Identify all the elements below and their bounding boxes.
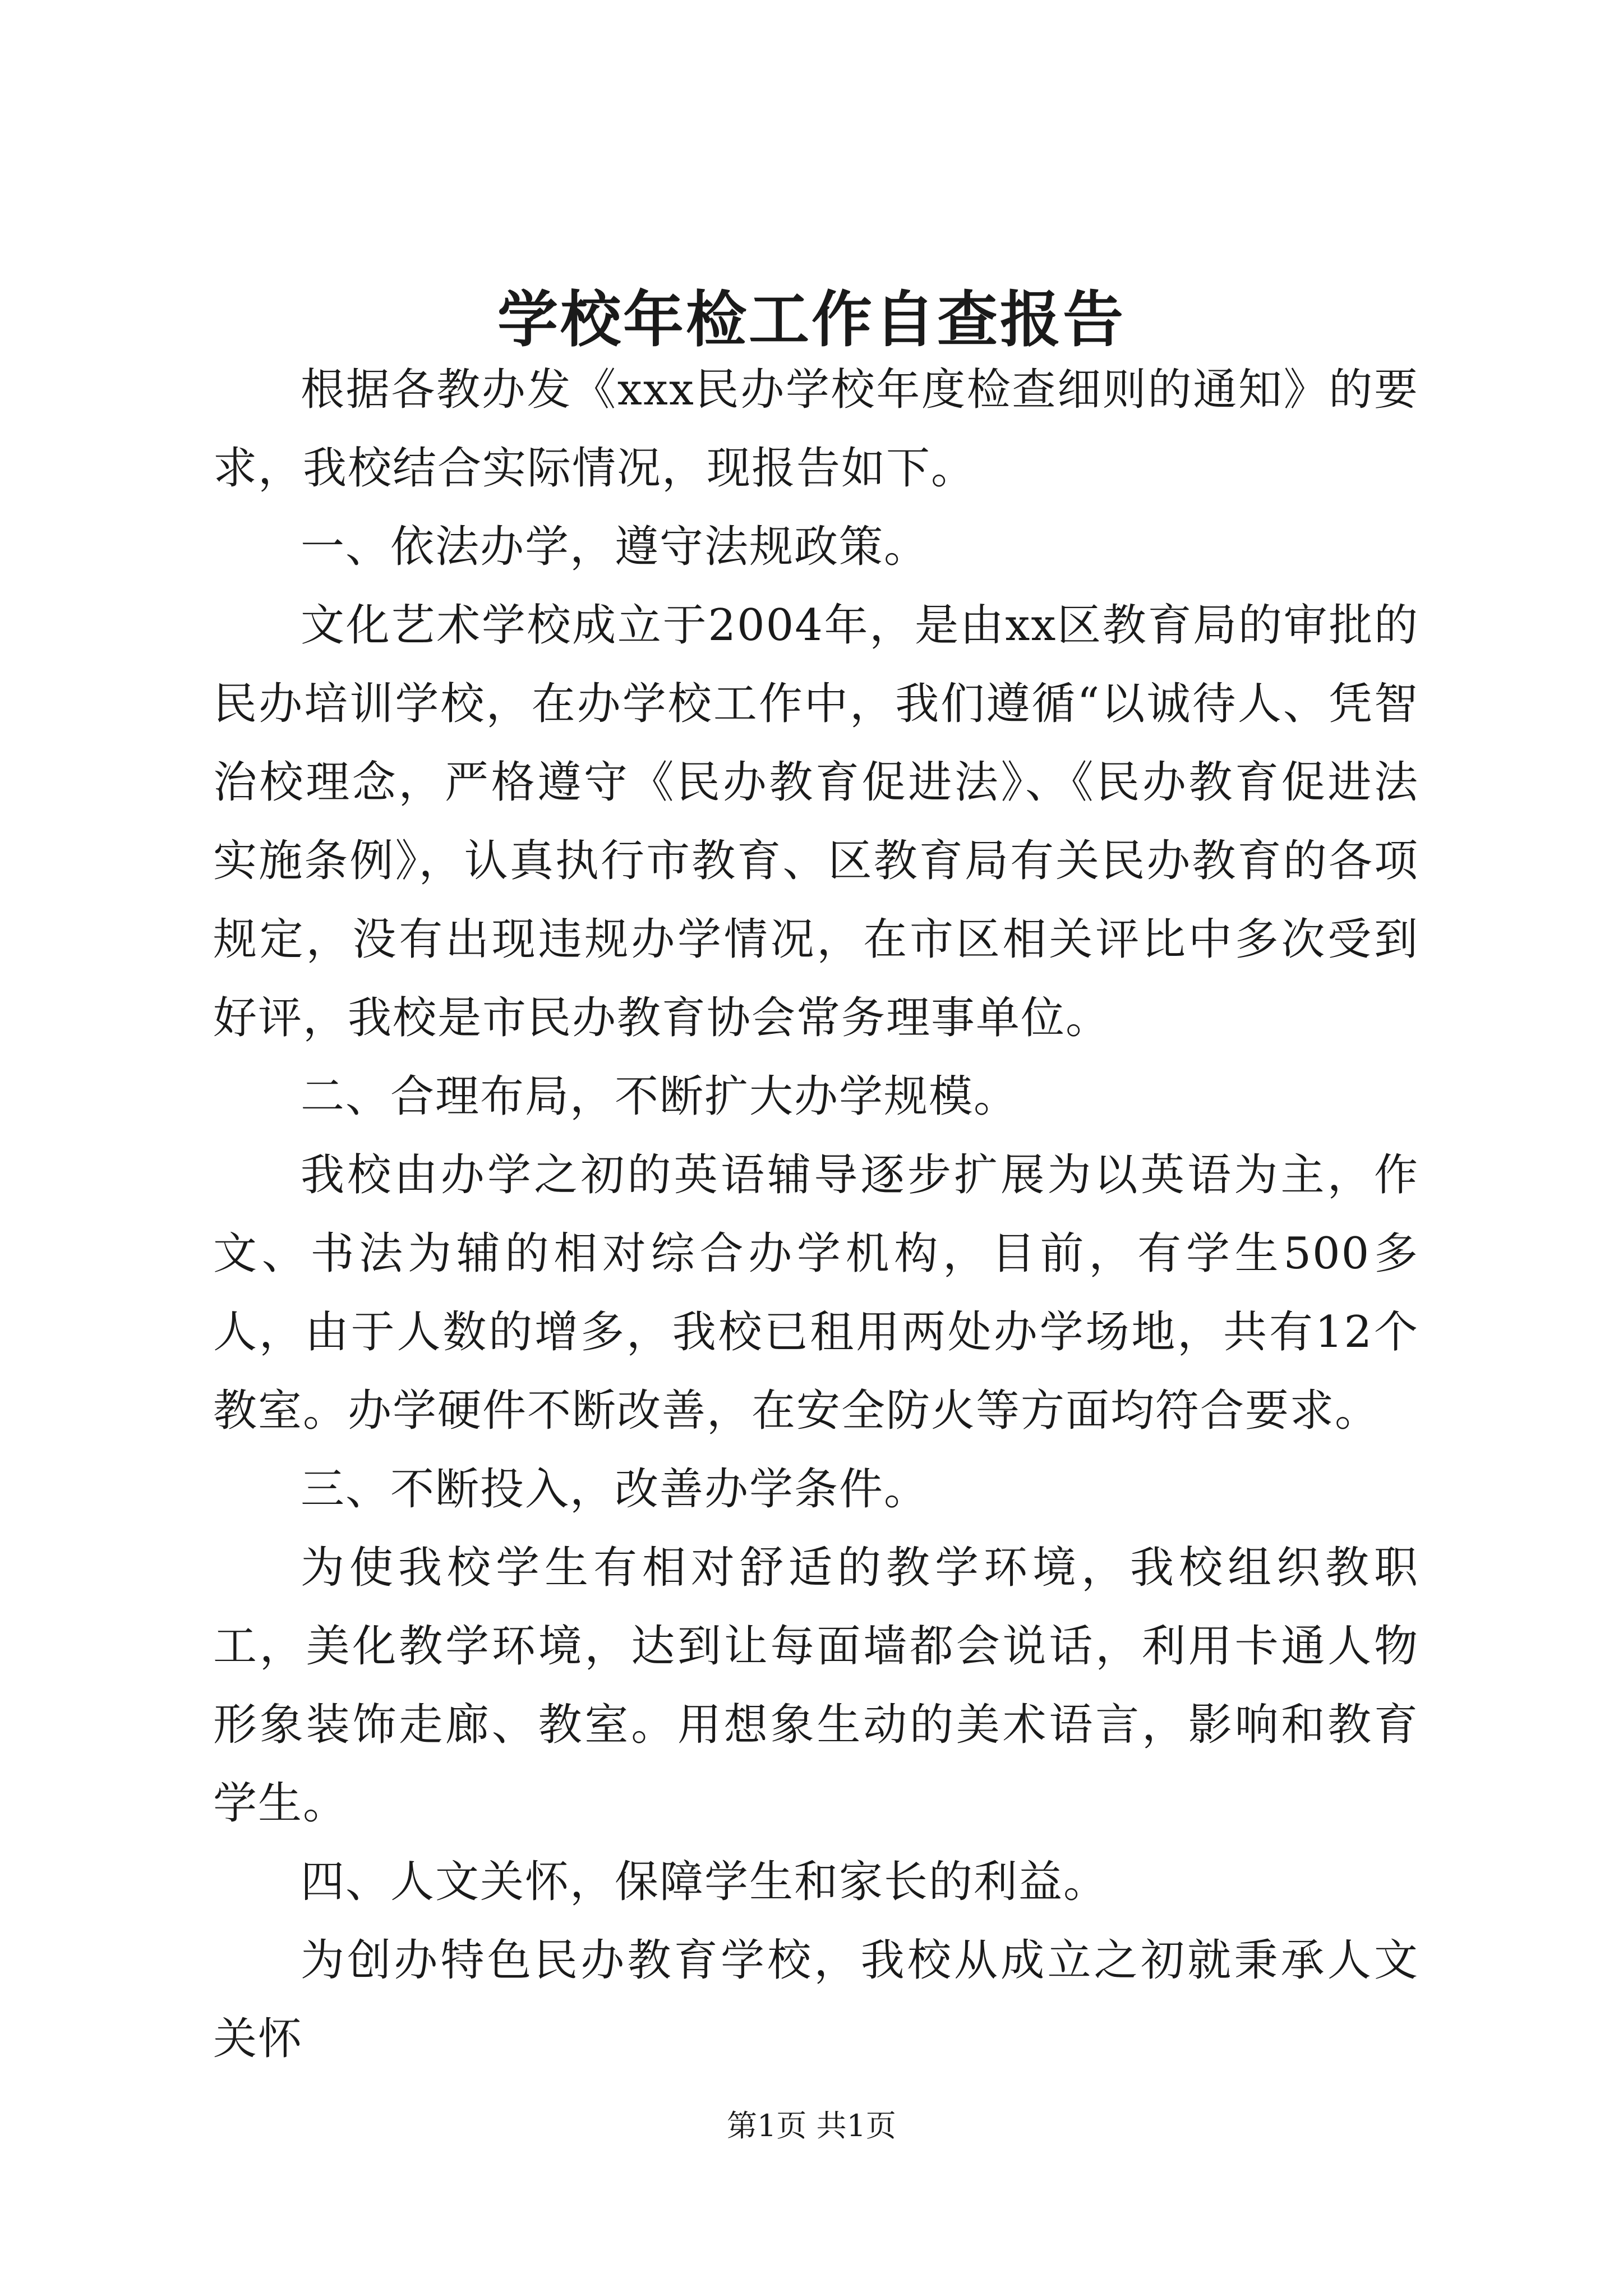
section-heading-2: 二、合理布局，不断扩大办学规模。 [301, 1071, 1019, 1122]
page-footer: 第1页 共1页 [727, 2108, 896, 2143]
document-body [213, 351, 1419, 2078]
section-heading-3: 三、不断投入，改善办学条件。 [301, 1464, 929, 1515]
paragraph-intro: 根据各教办发《xxx民办学校年度检查细则的通知》的要求，我校结合实际情况，现报告如下。 [213, 365, 1419, 494]
document-title: 学校年检工作自查报告 [497, 284, 1126, 355]
section-heading-1: 一、依法办学，遵守法规政策。 [301, 522, 929, 572]
paragraph-section-3: 为使我校学生有相对舒适的教学环境，我校组织教职工，美化教学环境，达到让每面墙都会说话，利用卡通人物形象装饰走廊、教室。用想象生动的美术语言，影响和教育学生。 [213, 1543, 1419, 1829]
paragraph-section-1: 文化艺术学校成立于2004年，是由xx区教育局的审批的民办培训学校，在办学校工作中，我们遵循“以诚待人、凭智治校理念，严格遵守《民办教育促进法》、《民办教育促进法实施条例》，认真执行市教育、区教育局有关民办教育的各项规定，没有出现违规办学情况，在市区相关评比中多次受到好评，我校是市民办教育协会常务理事单位。 [213, 600, 1419, 1043]
paragraph-section-2: 我校由办学之初的英语辅导逐步扩展为以英语为主，作文、书法为辅的相对综合办学机构，目前，有学生500多人，由于人数的增多，我校已租用两处办学场地，共有12个教室。办学硬件不断改善，在安全防火等方面均符合要求。 [213, 1150, 1419, 1436]
paragraph-section-4: 为创办特色民办教育学校，我校从成立之初就秉承人文关怀 [213, 1935, 1419, 2064]
section-heading-4: 四、人文关怀，保障学生和家长的利益。 [301, 1857, 1109, 1907]
